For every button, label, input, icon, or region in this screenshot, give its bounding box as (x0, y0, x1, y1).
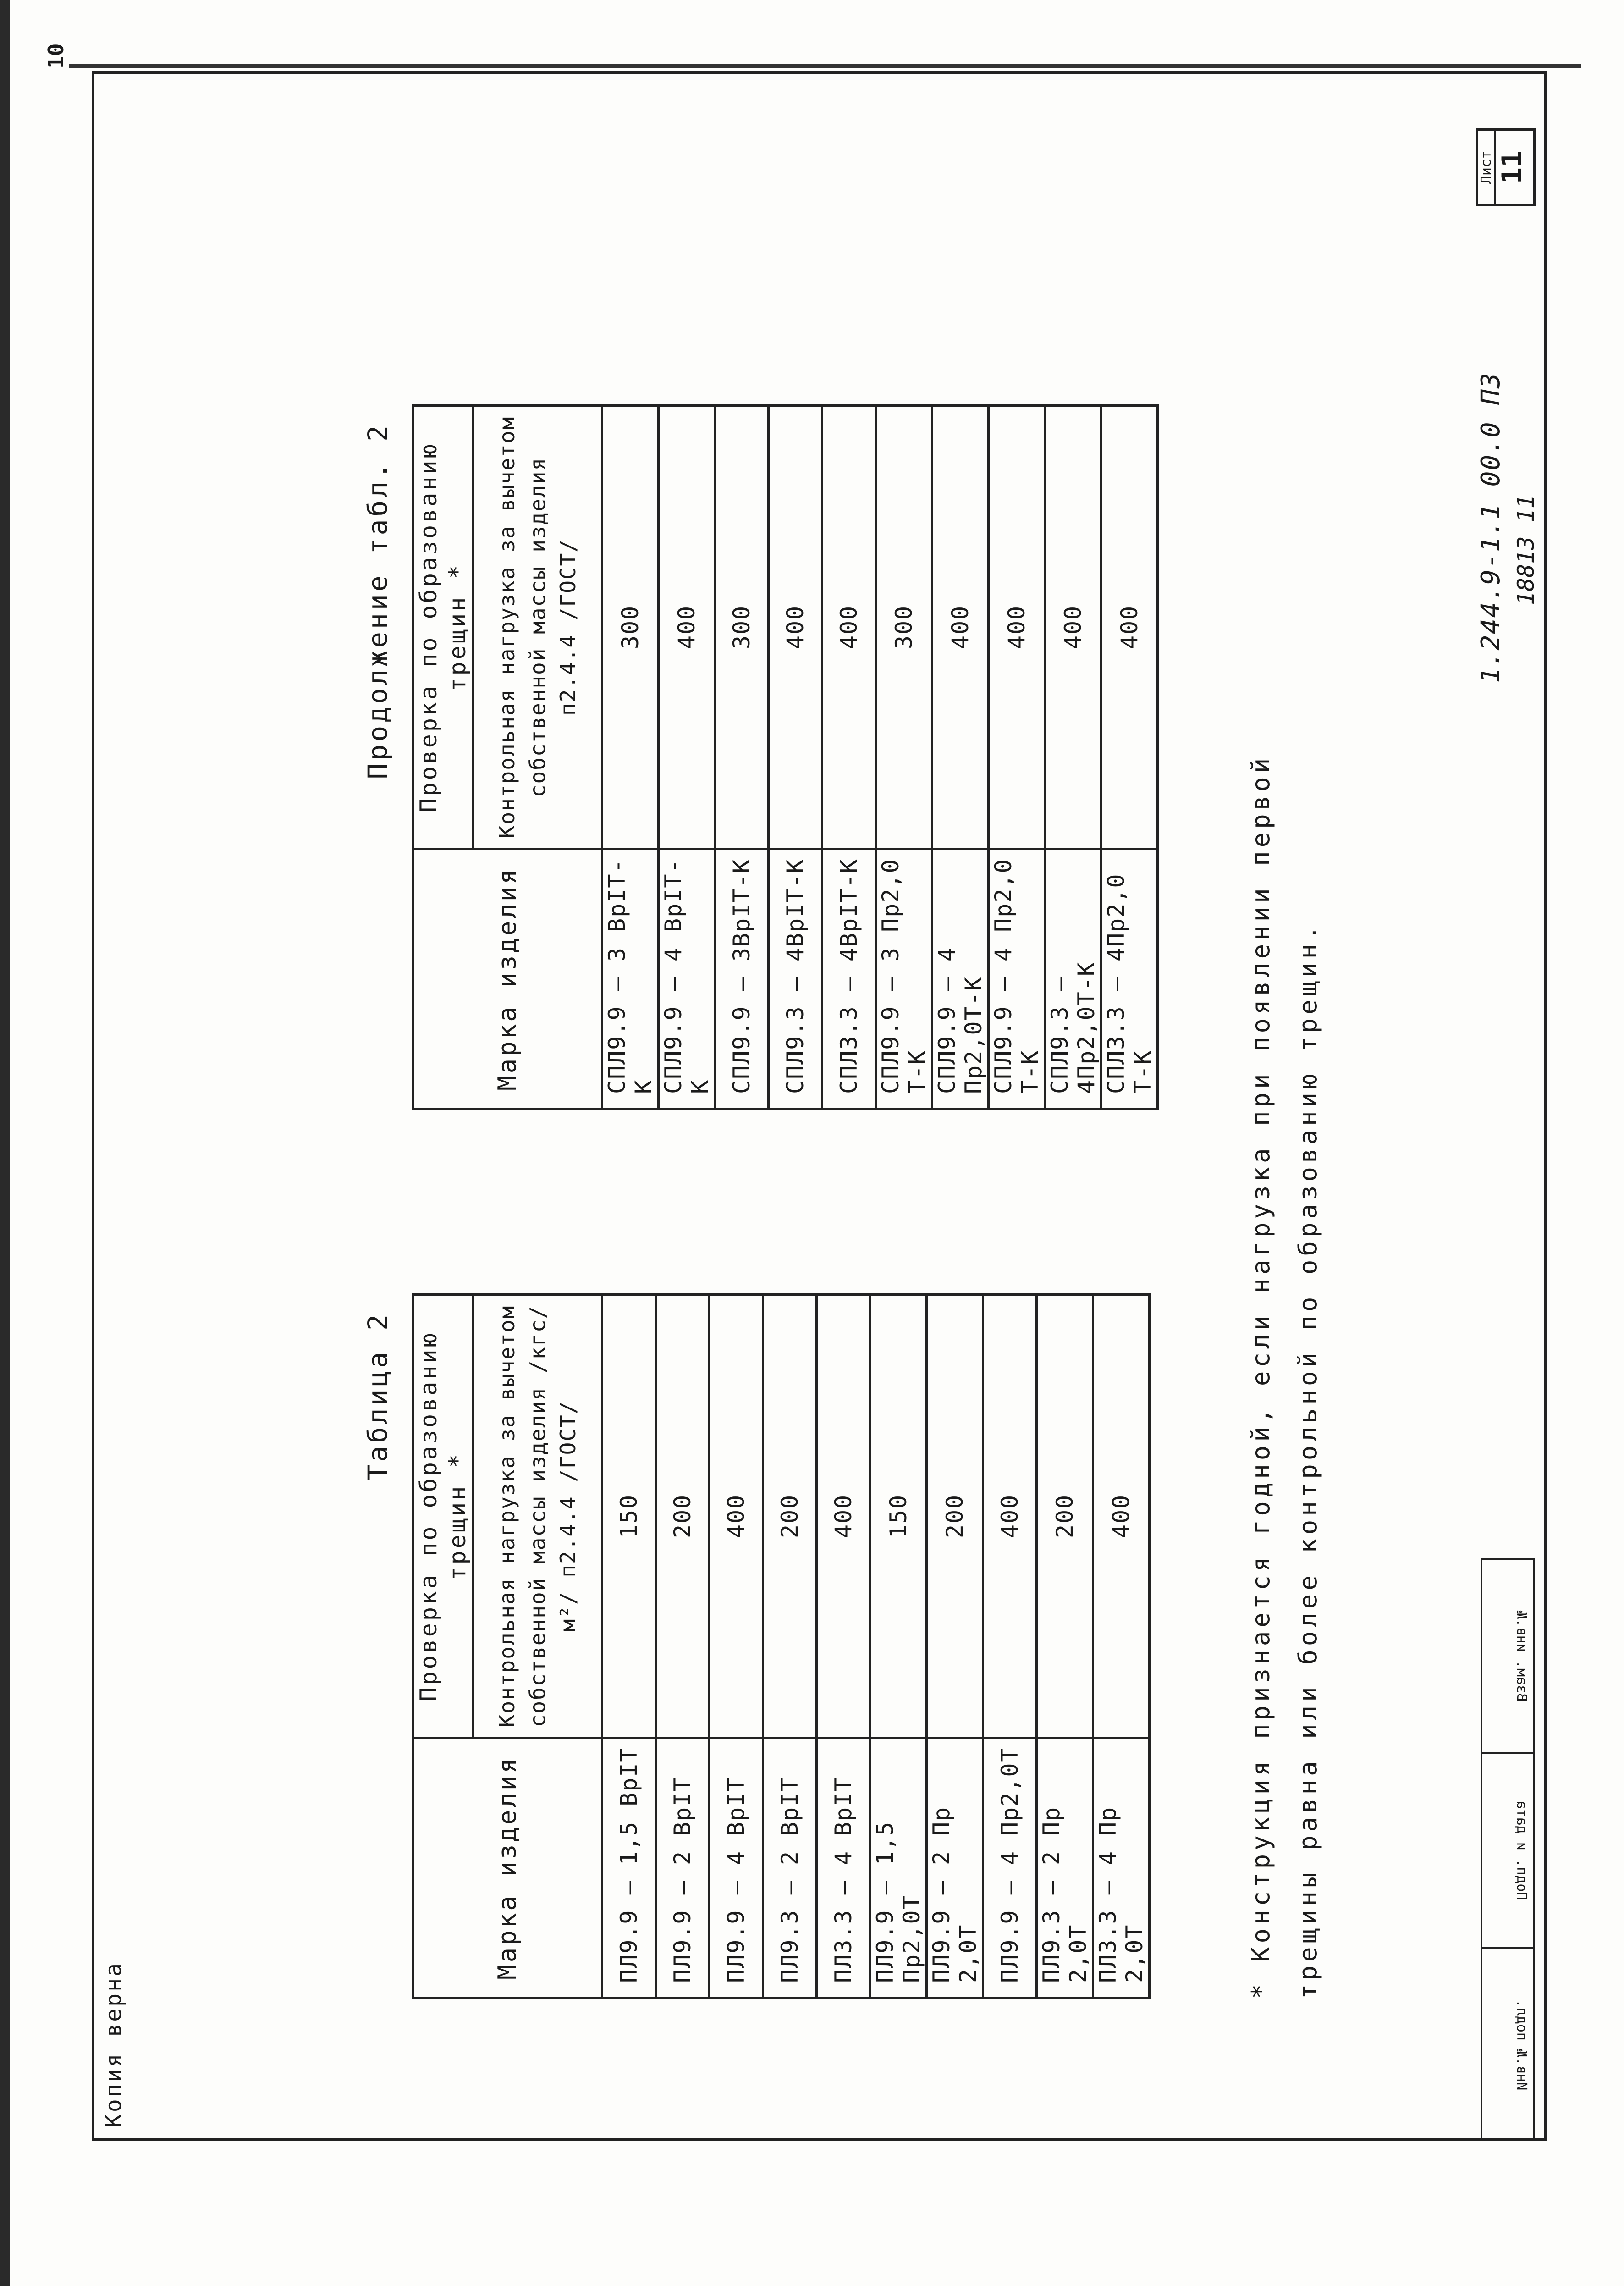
mark-cell: СПЛ9.9 – 3 ВрIТ-К (602, 849, 659, 1109)
sheet-label: Лист (1478, 131, 1496, 204)
tables-area (362, 404, 1159, 1999)
mark-cell: ПЛ9.3 – 2 Пр 2,0Т (1037, 1738, 1093, 1998)
value-cell: 300 (715, 406, 769, 849)
sheet-number: 11 (1496, 150, 1528, 184)
table-row (715, 406, 769, 1109)
table-row (1093, 1295, 1150, 1998)
footnote-line: трещины равна или более контрольной по образованию трещин. (1293, 922, 1322, 1999)
stamp-cell: Инв.№ подл. (1481, 1947, 1535, 2141)
mark-cell: ПЛ3.3 – 4 Пр 2,0Т (1093, 1738, 1150, 1998)
header-sub: Контрольная нагрузка за вычетом собственной массы изделия п2.4.4 /ГОСТ/ (473, 406, 602, 849)
top-border-line (69, 64, 1581, 68)
table-row (1037, 1295, 1093, 1998)
table-row (656, 1295, 710, 1998)
value-cell: 400 (822, 406, 876, 849)
sheet-corner-number: 10 (44, 43, 68, 69)
footnote-line: * Конструкция признается годной, если нагрузка при появлении первой (1246, 754, 1275, 1999)
table-row (659, 406, 715, 1109)
value-cell: 150 (602, 1295, 656, 1738)
value-cell: 400 (1101, 406, 1158, 849)
mark-cell: СПЛ9.9 – 4 ВрIТ-К (659, 849, 715, 1109)
mark-cell: СПЛ3.3 – 4ВрIТ-К (822, 849, 876, 1109)
header-sub: Контрольная нагрузка за вычетом собственной массы изделия /кгс/м²/ п2.4.4 /ГОСТ/ (473, 1295, 602, 1738)
value-cell: 400 (659, 406, 715, 849)
table-caption: Таблица 2 (362, 1312, 393, 1481)
table-row (927, 1295, 983, 1998)
table-row (983, 1295, 1037, 1998)
table-row (602, 406, 659, 1109)
value-cell: 400 (710, 1295, 763, 1738)
table (412, 1293, 1151, 1999)
value-cell: 200 (763, 1295, 817, 1738)
value-cell: 400 (769, 406, 822, 849)
table (412, 404, 1159, 1110)
value-cell: 400 (983, 1295, 1037, 1738)
mark-cell: ПЛ9.9 – 1,5 Пр2,0Т (870, 1738, 927, 1998)
mark-cell: СПЛ9.9 – 3ВрIТ-К (715, 849, 769, 1109)
mark-cell: ПЛ9.9 – 2 ВрIТ (656, 1738, 710, 1998)
table-row (876, 406, 932, 1109)
table-row (870, 1295, 927, 1998)
mark-cell: ПЛ9.9 – 2 Пр 2,0Т (927, 1738, 983, 1998)
value-cell: 400 (932, 406, 989, 849)
value-cell: 400 (1093, 1295, 1150, 1738)
mark-cell: ПЛ3.3 – 4 ВрIТ (817, 1738, 870, 1998)
value-cell: 150 (870, 1295, 927, 1738)
value-cell: 200 (927, 1295, 983, 1738)
table-row (1101, 406, 1158, 1109)
mark-cell: СПЛ9.3 – 4Пр2,0Т-К (1045, 849, 1101, 1109)
header-mark: Марка изделия (413, 1738, 602, 1998)
mark-cell: ПЛ9.9 – 4 Пр2,0Т (983, 1738, 1037, 1998)
table-row (1045, 406, 1101, 1109)
table-row (769, 406, 822, 1109)
value-cell: 300 (602, 406, 659, 849)
value-cell: 400 (989, 406, 1045, 849)
mark-cell: СПЛ9.3 – 4ВрIТ-К (769, 849, 822, 1109)
stamp-cells (1481, 1558, 1535, 2141)
mark-cell: СПЛ9.9 – 3 Пр2,0 Т-К (876, 849, 932, 1109)
table-row (817, 1295, 870, 1998)
value-cell: 300 (876, 406, 932, 849)
value-cell: 200 (1037, 1295, 1093, 1738)
scan-edge (0, 0, 10, 2286)
header-check: Проверка по образованию трещин * (413, 1295, 473, 1738)
mark-cell: СПЛ3.3 – 4Пр2,0 Т-К (1101, 849, 1158, 1109)
mark-cell: ПЛ9.9 – 4 ВрIТ (710, 1738, 763, 1998)
rotated-page (92, 78, 1545, 2141)
value-cell: 400 (1045, 406, 1101, 849)
stamp-cell: Взам. инв.№ (1481, 1558, 1535, 1752)
value-cell: 200 (656, 1295, 710, 1738)
mark-cell: ПЛ9.3 – 2 ВрIТ (763, 1738, 817, 1998)
header-check: Проверка по образованию трещин * (413, 406, 473, 849)
table-2 (362, 1293, 1159, 1999)
table-row (989, 406, 1045, 1109)
footnote (1238, 755, 1332, 1999)
document-number: 1.244.9-1.1 00.0 ПЗ (1476, 372, 1506, 683)
copy-stamp: Копия верна (101, 1961, 127, 2127)
table-row (822, 406, 876, 1109)
value-cell: 400 (817, 1295, 870, 1738)
mark-cell: СПЛ9.9 – 4 Пр2,0 Т-К (989, 849, 1045, 1109)
table-2-continued (362, 404, 1159, 1110)
document-number-handwritten: 18813 11 (1513, 495, 1539, 605)
table-row (710, 1295, 763, 1998)
stamp-cell: Подп. и дата (1481, 1752, 1535, 1947)
table-caption: Продолжение табл. 2 (362, 423, 393, 779)
mark-cell: ПЛ9.9 – 1,5 ВрIТ (602, 1738, 656, 1998)
table-row (763, 1295, 817, 1998)
mark-cell: СПЛ9.9 – 4 Пр2,0Т-К (932, 849, 989, 1109)
header-mark: Марка изделия (413, 849, 602, 1109)
table-row (932, 406, 989, 1109)
sheet-number-box (1476, 128, 1536, 206)
table-row (602, 1295, 656, 1998)
